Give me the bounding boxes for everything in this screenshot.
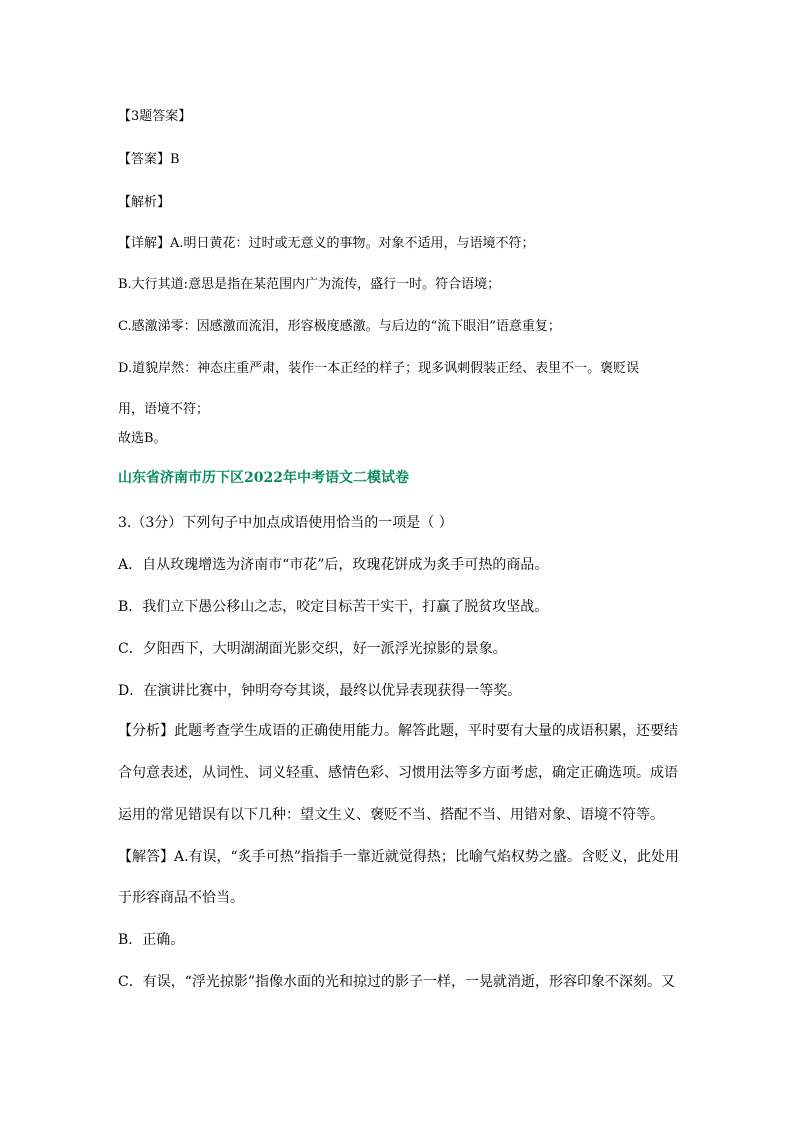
option-d: D．在演讲比赛中，钟明夸夸其谈，最终以优异表现获得一等奖。 bbox=[118, 683, 522, 699]
analysis-line-2: 合句意表述，从词性、词义轻重、感情色彩、习惯用法等多方面考虑，确定正确选项。成语 bbox=[118, 765, 678, 781]
option-c: C．夕阳西下，大明湖湖面光影交织，好一派浮光掠影的景象。 bbox=[118, 641, 507, 657]
question-stem: 3.（3分）下列句子中加点成语使用恰当的一项是（ ） bbox=[118, 515, 453, 531]
section-title: 山东省济南市历下区2022年中考语文二模试卷 bbox=[118, 470, 409, 486]
analysis-line-1: 【分析】此题考查学生成语的正确使用能力。解答此题，平时要有大量的成语积累，还要结 bbox=[118, 723, 678, 739]
solution-line-3: B．正确。 bbox=[118, 932, 185, 948]
detail-line-d-cont: 用，语境不符； bbox=[118, 402, 210, 417]
solution-line-4: C．有误，“浮光掠影”指像水面的光和掠过的影子一样，一晃就消逝，形容印象不深刻。又 bbox=[118, 974, 676, 990]
solution-line-1: 【解答】A.有误，“炙手可热”指指手一靠近就觉得热；比喻气焰权势之盛。含贬义，此处用 bbox=[118, 849, 679, 865]
detail-line-b: B.大行其道:意思是指在某范围内广为流传，盛行一时。符合语境； bbox=[118, 277, 501, 292]
answer-line: 【答案】B bbox=[118, 152, 180, 167]
solution-line-2: 于形容商品不恰当。 bbox=[118, 890, 244, 906]
detail-line-c: C.感激涕零：因感激而流泪，形容极度感激。与后边的“流下眼泪”语意重复； bbox=[118, 319, 561, 334]
option-b: B．我们立下愚公移山之志，咬定目标苦干实干，打赢了脱贫攻坚战。 bbox=[118, 599, 549, 615]
analysis-heading: 【解析】 bbox=[118, 195, 171, 210]
option-a: A．自从玫瑰增选为济南市“市花”后，玫瑰花饼成为炙手可热的商品。 bbox=[118, 557, 549, 573]
conclusion-line: 故选B。 bbox=[118, 431, 167, 446]
answer-heading-q3: 【3题答案】 bbox=[118, 109, 192, 124]
detail-line-d: D.道貌岸然：神态庄重严肃，装作一本正经的样子；现多讽刺假装正经、表里不一。褒贬误 bbox=[118, 361, 640, 376]
analysis-line-3: 运用的常见错误有以下几种：望文生义、褒贬不当、搭配不当、用错对象、语境不符等。 bbox=[118, 807, 664, 823]
detail-line-a: 【详解】A.明日黄花：过时或无意义的事物。对象不适用，与语境不符； bbox=[118, 236, 535, 251]
